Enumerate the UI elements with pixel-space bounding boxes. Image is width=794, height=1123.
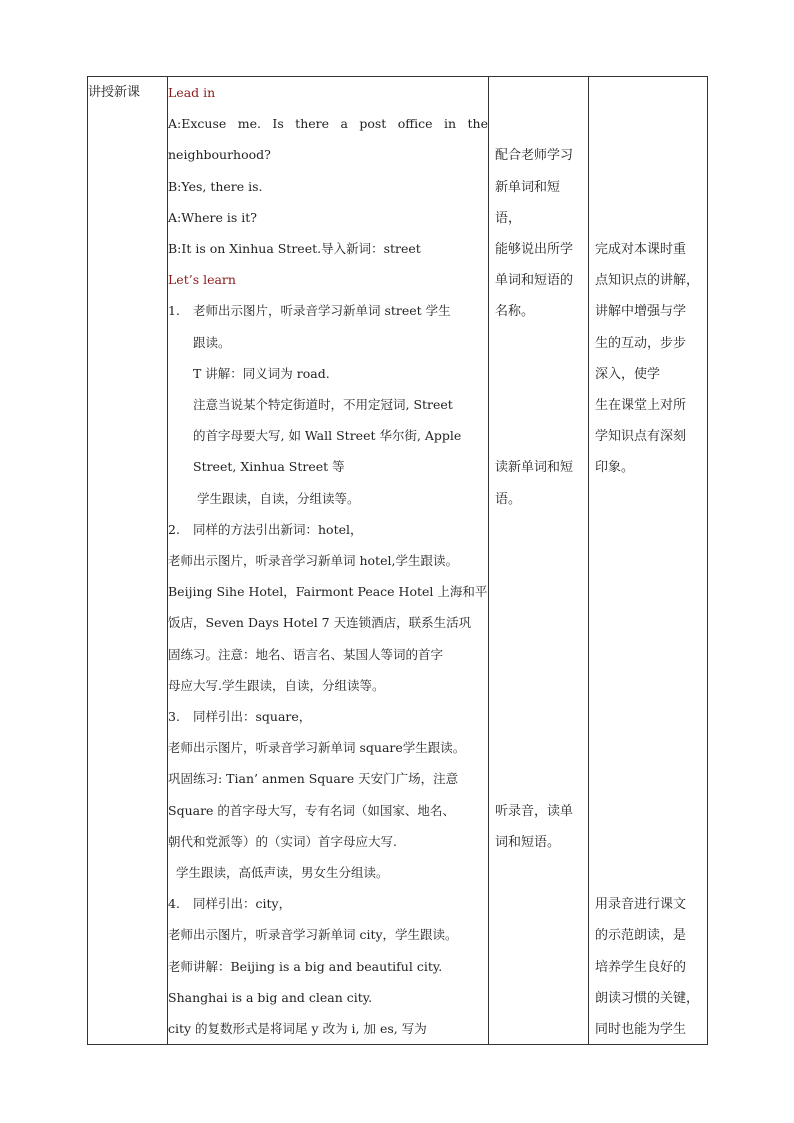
content-line	[168, 514, 488, 545]
line-text: Shanghai is a big and clean city.	[168, 989, 373, 1005]
content-line	[168, 919, 488, 950]
line-text: city 的复数形式是将词尾 y 改为 i, 加 es, 写为	[168, 1021, 427, 1037]
content-line	[168, 389, 488, 420]
line-text: 同样的方法引出新词：hotel，	[193, 521, 363, 537]
block-line: 单词和短语的	[495, 273, 574, 289]
student-activity-text	[495, 140, 584, 327]
block-line: 培养学生良好的	[595, 959, 687, 975]
content-line	[168, 451, 488, 482]
line-text: Lead in	[168, 85, 216, 100]
line-text: 饭店，Seven Days Hotel 7 天连锁酒店，联系生活巩	[168, 615, 472, 631]
block-line: 完成对本课时重	[595, 242, 687, 257]
content-line	[168, 732, 488, 763]
block-line: 配合老师学习	[495, 148, 574, 164]
block-line: 能够说出所学	[495, 242, 574, 257]
content-line	[168, 420, 488, 451]
list-number: 2.	[168, 521, 180, 537]
student-activity-text	[495, 452, 584, 514]
content-line	[168, 202, 488, 233]
content-line	[168, 639, 488, 670]
content-line	[168, 358, 488, 389]
content-line	[168, 327, 488, 358]
design-intent-cell	[589, 77, 708, 1045]
block-line: 听录音，读单	[495, 803, 574, 819]
content-line	[168, 826, 488, 857]
content-line	[168, 857, 488, 888]
block-line: 朗读习惯的关键，	[595, 990, 700, 1006]
line-text: 母应大写.学生跟读，自读，分组读等。	[168, 677, 385, 693]
block-line: 读新单词和短	[495, 460, 574, 476]
block-line: 生的互动，步步	[595, 335, 687, 351]
content-line	[168, 264, 488, 295]
content-line: A:Excuse me. Is there a post office in the	[168, 116, 488, 132]
line-text: 同样引出：square，	[193, 709, 312, 725]
line-text: T 讲解：同义词为 road.	[193, 365, 330, 381]
line-text: 巩固练习: Tian’ anmen Square 天安门广场，注意	[168, 771, 459, 787]
content-line	[168, 483, 488, 514]
content-line	[168, 951, 488, 982]
content-line	[168, 295, 488, 326]
content-line	[168, 77, 488, 108]
block-line: 语。	[495, 491, 522, 507]
block-line: 用录音进行课文	[595, 897, 687, 913]
design-intent-text	[595, 234, 703, 484]
line-text: Street, Xinhua Street 等	[193, 459, 345, 475]
content-line	[168, 545, 488, 576]
line-text: Square 的首字母大写，专有名词（如国家、地名、	[168, 802, 455, 818]
content-line	[168, 795, 488, 826]
line-text: 同样引出：city，	[193, 896, 292, 912]
line-text: 朝代和党派等）的（实词）首字母应大写.	[168, 833, 397, 849]
line-text: B:Yes, there is.	[168, 178, 263, 194]
line-text: 的首字母要大写, 如 Wall Street 华尔街, Apple	[193, 428, 462, 444]
block-line: 深入，使学	[595, 366, 661, 382]
block-line: 点知识点的讲解，	[595, 273, 700, 289]
line-text: B:It is on Xinhua Street.导入新词：street	[168, 241, 421, 257]
teaching-process-cell	[168, 77, 489, 1045]
block-line: 的示范朗读，是	[595, 928, 687, 944]
content-line	[168, 888, 488, 919]
design-intent-text	[595, 889, 703, 1045]
list-number: 3.	[168, 709, 180, 725]
content-line	[168, 171, 488, 202]
block-line: 同时也能为学生	[595, 1022, 687, 1037]
content-line	[168, 139, 488, 170]
student-activity-cell	[489, 77, 589, 1045]
line-text: 学生跟读，自读，分组读等。	[197, 490, 360, 506]
line-text: 学生跟读，高低声读，男女生分组读。	[176, 865, 389, 881]
line-text: 注意当说某个特定街道时，不用定冠词, Street	[193, 397, 453, 413]
section-label-cell	[88, 77, 168, 1045]
line-text: 老师出示图片，听录音学习新单词 city，学生跟读。	[168, 927, 458, 943]
line-text: 老师出示图片，听录音学习新单词 street 学生	[193, 303, 451, 319]
content-line	[168, 233, 488, 264]
block-line: 生在课堂上对所	[595, 398, 687, 414]
block-line: 名称。	[495, 304, 535, 320]
line-text: Let’s learn	[168, 272, 236, 288]
content-line	[168, 576, 488, 607]
content-line	[168, 607, 488, 638]
block-line: 学知识点有深刻	[595, 429, 687, 445]
line-text: 老师出示图片，听录音学习新单词 hotel,学生跟读。	[168, 553, 458, 569]
list-number: 4.	[168, 896, 180, 912]
block-line: 新单词和短语，	[495, 179, 561, 226]
table-row	[88, 77, 708, 1045]
line-text: Beijing Sihe Hotel，Fairmont Peace Hotel 上海和平	[168, 584, 488, 600]
section-label: 讲授新课	[88, 85, 141, 100]
line-text: 老师出示图片，听录音学习新单词 square学生跟读。	[168, 740, 466, 756]
content-line	[168, 763, 488, 794]
block-line: 讲解中增强与学	[595, 304, 687, 320]
student-activity-text	[495, 796, 584, 858]
line-text: A:Where is it?	[168, 209, 257, 225]
content-line	[168, 1013, 488, 1044]
lesson-plan-table	[87, 76, 708, 1045]
block-line: 词和短语。	[495, 834, 561, 850]
line-text: 老师讲解：Beijing is a big and beautiful city.	[168, 958, 443, 974]
line-text: 跟读。	[193, 334, 231, 350]
content-line	[168, 701, 488, 732]
line-text: 固练习。注意：地名、语言名、某国人等词的首字	[168, 646, 444, 662]
list-number: 1.	[168, 303, 180, 319]
block-line: 印象。	[595, 460, 635, 476]
content-line	[168, 670, 488, 701]
line-text: neighbourhood?	[168, 147, 271, 163]
content-line	[168, 982, 488, 1013]
